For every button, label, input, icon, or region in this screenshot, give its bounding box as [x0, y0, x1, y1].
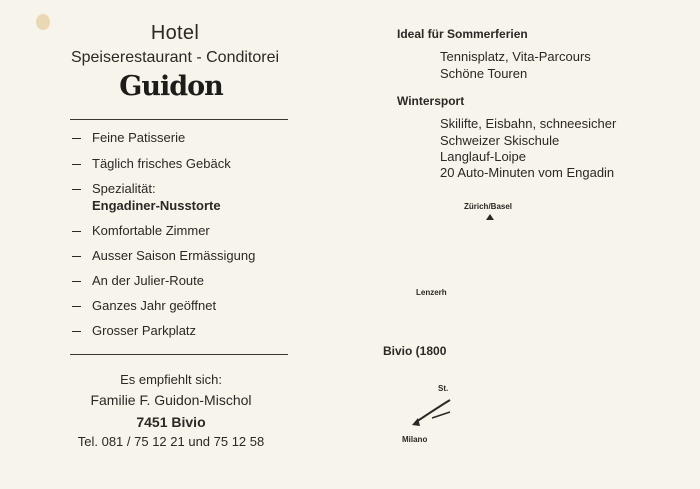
- family-name: Familie F. Guidon-Mischol: [90, 392, 252, 408]
- top-divider: [70, 119, 288, 120]
- brand-logo: Guidon: [119, 71, 223, 102]
- map-label-lenzerheide: Lenzerh: [416, 288, 447, 297]
- map-label-st: St.: [438, 384, 449, 393]
- dash-icon: [72, 306, 81, 307]
- hotel-label: Hotel: [150, 22, 200, 44]
- telephone: Tel. 081 / 75 12 21 und 75 12 58: [77, 434, 265, 449]
- list-item: Langlauf-Loipe: [440, 149, 527, 164]
- postcard: Hotel Speiserestaurant - Conditorei Guidon Feine Patisserie Täglich frisches Gebäck Spezialität: Engadiner-Nusstorte Komfortable Zimmer Ausser Saison Ermässigung An der Julier-Route Ganzes Jahr geöffnet Grosser Parkplatz Es empfiehlt sich: Familie F. Guidon-Mischol 7451 Bivio Tel. 081 / 75 12 21 und 75 12 58 Ideal für Sommerferien Tennisplatz, Vita-Parcours Schöne Touren Wintersport Skilifte, Eisbahn, schneesicher Schweizer Skischule Langlauf-Loipe 20 Auto-Minuten vom Engadin Zürich/Basel Lenzerh Bivio (1800 St. Milano: [0, 0, 700, 489]
- postal-address: 7451 Bivio: [136, 414, 206, 430]
- dash-icon: [72, 256, 81, 257]
- map-label-milano: Milano: [402, 435, 428, 444]
- dash-icon: [72, 281, 81, 282]
- map-label-bivio: Bivio (1800: [383, 344, 447, 358]
- bottom-divider: [70, 354, 288, 355]
- dash-icon: [72, 138, 81, 139]
- route-map: [380, 190, 513, 460]
- subtitle: Speiserestaurant - Conditorei: [70, 49, 280, 66]
- list-item: Tennisplatz, Vita-Parcours: [440, 49, 591, 64]
- road-icon: [400, 396, 452, 432]
- specialty-name: Engadiner-Nusstorte: [92, 198, 221, 213]
- winter-heading: Wintersport: [397, 94, 465, 108]
- summer-heading: Ideal für Sommerferien: [397, 27, 528, 41]
- list-item: Skilifte, Eisbahn, schneesicher: [440, 116, 617, 131]
- list-item: 20 Auto-Minuten vom Engadin: [440, 165, 615, 180]
- list-item: Schöne Touren: [440, 66, 528, 81]
- dash-icon: [72, 189, 81, 190]
- arrow-up-icon: [486, 214, 494, 220]
- dash-icon: [72, 231, 81, 232]
- dash-icon: [72, 164, 81, 165]
- list-item: Schweizer Skischule: [440, 133, 560, 148]
- dash-icon: [72, 331, 81, 332]
- recommend-label: Es empfiehlt sich:: [120, 372, 222, 387]
- map-label-zurich: Zürich/Basel: [464, 202, 513, 211]
